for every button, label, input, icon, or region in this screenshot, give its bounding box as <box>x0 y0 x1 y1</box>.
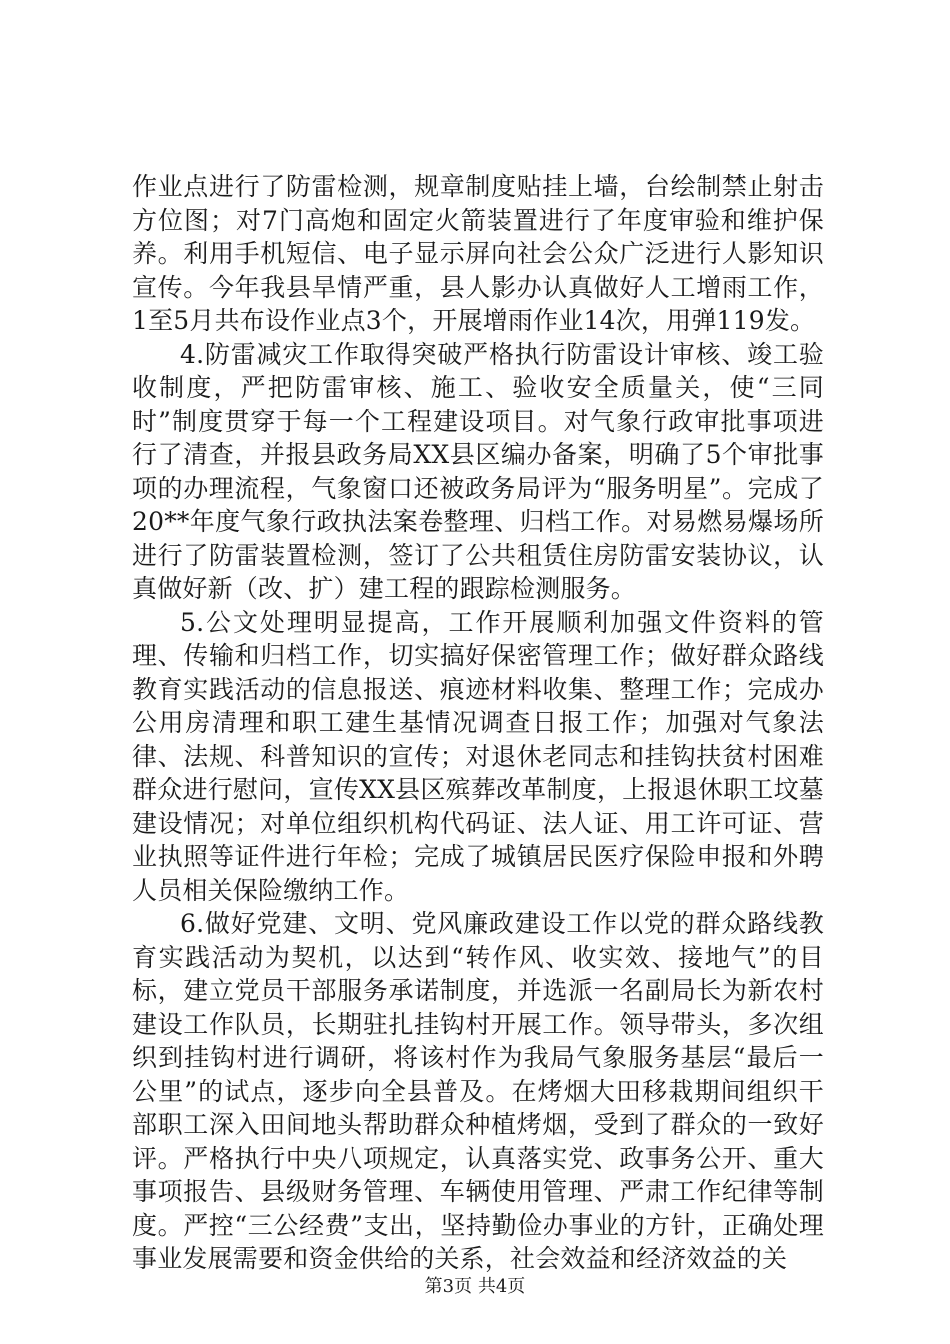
paragraph-party-building: 6.做好党建、文明、党风廉政建设工作以党的群众路线教育实践活动为契机，以达到“转作风、收实效、接地气”的目标，建立党员干部服务承诺制度，并选派一名副局长为新农村建设工作队员，长期驻扎挂钩村开展工作。领导带头，多次组织到挂钩村进行调研，将该村作为我局气象服务基层“最后一公里”的试点，逐步向全县普及。在烤烟大田移栽期间组织干部职工深入田间地头帮助群众种植烤烟，受到了群众的一致好评。严格执行中央八项规定，认真落实党、政事务公开、重大事项报告、县级财务管理、车辆使用管理、严肃工作纪律等制度。严控“三公经费”支出，坚持勤俭办事业的方针，正确处理事业发展需要和资金供给的关系，社会效益和经济效益的关 <box>132 909 824 1273</box>
paragraph-lightning-protection: 4.防雷减灾工作取得突破严格执行防雷设计审核、竣工验收制度，严把防雷审核、施工、验收安全质量关，使“三同时”制度贯穿于每一个工程建设项目。对气象行政审批事项进行了清查，并报县政务局XX县区编办备案，明确了5个审批事项的办理流程，气象窗口还被政务局评为“服务明星”。完成了20**年度气象行政执法案卷整理、归档工作。对易燃易爆场所进行了防雷装置检测，签订了公共租赁住房防雷安装协议，认真做好新（改、扩）建工程的跟踪检测服务。 <box>132 339 824 603</box>
document-body <box>132 170 824 1276</box>
page-footer: 第3页 共4页 <box>424 1276 526 1297</box>
paragraph-continued: 作业点进行了防雷检测，规章制度贴挂上墙，台绘制禁止射击方位图；对7门高炮和固定火箭装置进行了年度审验和维护保养。利用手机短信、电子显示屏向社会公众广泛进行人影知识宣传。今年我县旱情严重，县人影办认真做好人工增雨工作，1至5月共布设作业点3个，开展增雨作业14次，用弹119发。 <box>132 172 824 335</box>
paragraph-document-handling: 5.公文处理明显提高，工作开展顺利加强文件资料的管理、传输和归档工作，切实搞好保密管理工作；做好群众路线教育实践活动的信息报送、痕迹材料收集、整理工作；完成办公用房清理和职工建生基情况调查日报工作；加强对气象法律、法规、科普知识的宣传；对退休老同志和挂钩扶贫村困难群众进行慰问，宣传XX县区殡葬改革制度，上报退休职工坟墓建设情况；对单位组织机构代码证、法人证、用工许可证、营业执照等证件进行年检；完成了城镇居民医疗保险申报和外聘人员相关保险缴纳工作。 <box>132 607 824 905</box>
